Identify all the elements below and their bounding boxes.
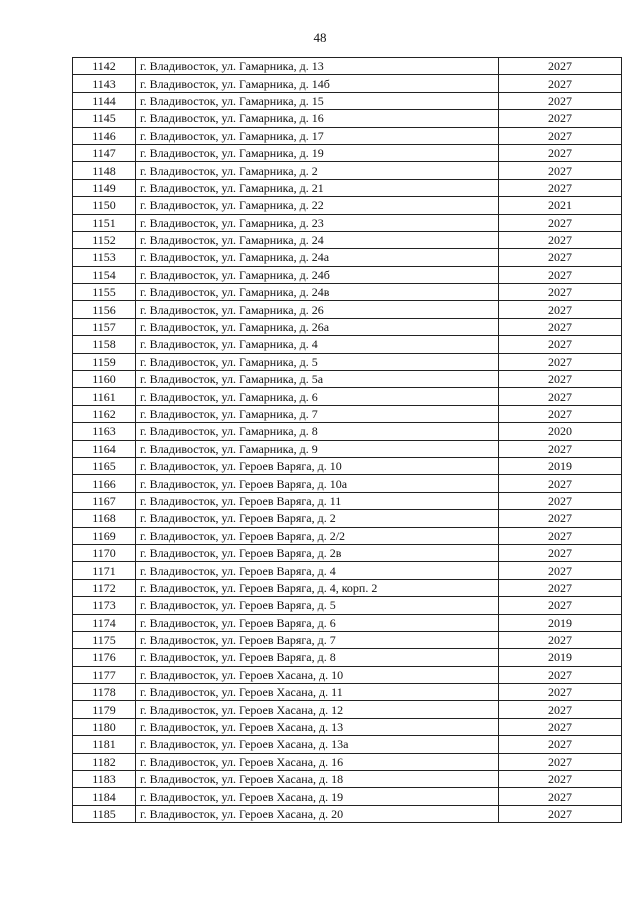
table-row: [73, 562, 622, 579]
address-cell: г. Владивосток, ул. Героев Хасана, д. 13а: [136, 736, 499, 753]
address-cell: г. Владивосток, ул. Гамарника, д. 24а: [136, 249, 499, 266]
address-cell: г. Владивосток, ул. Гамарника, д. 21: [136, 179, 499, 196]
address-cell: г. Владивосток, ул. Гамарника, д. 24б: [136, 266, 499, 283]
year-cell: 2019: [499, 614, 622, 631]
table-row: [73, 144, 622, 161]
row-number-cell: 1144: [73, 92, 136, 109]
year-cell: 2027: [499, 718, 622, 735]
address-cell: г. Владивосток, ул. Героев Хасана, д. 16: [136, 753, 499, 770]
address-cell: г. Владивосток, ул. Гамарника, д. 15: [136, 92, 499, 109]
table-row: [73, 649, 622, 666]
address-cell: г. Владивосток, ул. Героев Варяга, д. 6: [136, 614, 499, 631]
address-cell: г. Владивосток, ул. Гамарника, д. 4: [136, 336, 499, 353]
address-cell: г. Владивосток, ул. Героев Варяга, д. 2: [136, 510, 499, 527]
year-cell: 2020: [499, 423, 622, 440]
row-number-cell: 1169: [73, 527, 136, 544]
year-cell: 2019: [499, 649, 622, 666]
row-number-cell: 1162: [73, 405, 136, 422]
table-row: [73, 718, 622, 735]
year-cell: 2027: [499, 736, 622, 753]
year-cell: 2027: [499, 510, 622, 527]
address-cell: г. Владивосток, ул. Гамарника, д. 24: [136, 231, 499, 248]
year-cell: 2027: [499, 144, 622, 161]
row-number-cell: 1151: [73, 214, 136, 231]
address-cell: г. Владивосток, ул. Гамарника, д. 17: [136, 127, 499, 144]
address-cell: г. Владивосток, ул. Гамарника, д. 8: [136, 423, 499, 440]
address-register-table: [72, 57, 622, 823]
row-number-cell: 1181: [73, 736, 136, 753]
table-row: [73, 92, 622, 109]
year-cell: 2027: [499, 110, 622, 127]
year-cell: 2027: [499, 284, 622, 301]
table-row: [73, 75, 622, 92]
year-cell: 2027: [499, 179, 622, 196]
year-cell: 2027: [499, 214, 622, 231]
table-row: [73, 631, 622, 648]
row-number-cell: 1170: [73, 544, 136, 561]
table-row: [73, 58, 622, 75]
address-cell: г. Владивосток, ул. Гамарника, д. 16: [136, 110, 499, 127]
year-cell: 2027: [499, 527, 622, 544]
row-number-cell: 1166: [73, 475, 136, 492]
table-row: [73, 127, 622, 144]
address-cell: г. Владивосток, ул. Гамарника, д. 6: [136, 388, 499, 405]
year-cell: 2027: [499, 92, 622, 109]
table-row: [73, 284, 622, 301]
table-row: [73, 353, 622, 370]
table-row: [73, 666, 622, 683]
address-cell: г. Владивосток, ул. Героев Варяга, д. 7: [136, 631, 499, 648]
table-row: [73, 788, 622, 805]
table-row: [73, 179, 622, 196]
row-number-cell: 1177: [73, 666, 136, 683]
year-cell: 2027: [499, 301, 622, 318]
address-cell: г. Владивосток, ул. Героев Варяга, д. 10: [136, 457, 499, 474]
year-cell: 2027: [499, 388, 622, 405]
row-number-cell: 1165: [73, 457, 136, 474]
table-row: [73, 162, 622, 179]
year-cell: 2021: [499, 197, 622, 214]
row-number-cell: 1182: [73, 753, 136, 770]
table-row: [73, 405, 622, 422]
year-cell: 2027: [499, 805, 622, 822]
table-row: [73, 614, 622, 631]
table-row: [73, 771, 622, 788]
year-cell: 2027: [499, 371, 622, 388]
address-cell: г. Владивосток, ул. Героев Варяга, д. 2в: [136, 544, 499, 561]
year-cell: 2027: [499, 440, 622, 457]
table-row: [73, 579, 622, 596]
address-cell: г. Владивосток, ул. Героев Варяга, д. 4, корп. 2: [136, 579, 499, 596]
table-row: [73, 336, 622, 353]
year-cell: 2027: [499, 75, 622, 92]
table-row: [73, 318, 622, 335]
row-number-cell: 1184: [73, 788, 136, 805]
register-table-body: [73, 58, 622, 823]
year-cell: 2027: [499, 544, 622, 561]
table-row: [73, 110, 622, 127]
row-number-cell: 1159: [73, 353, 136, 370]
year-cell: 2027: [499, 266, 622, 283]
year-cell: 2027: [499, 684, 622, 701]
row-number-cell: 1171: [73, 562, 136, 579]
row-number-cell: 1154: [73, 266, 136, 283]
address-cell: г. Владивосток, ул. Героев Варяга, д. 8: [136, 649, 499, 666]
year-cell: 2027: [499, 405, 622, 422]
row-number-cell: 1160: [73, 371, 136, 388]
address-cell: г. Владивосток, ул. Гамарника, д. 5а: [136, 371, 499, 388]
address-cell: г. Владивосток, ул. Гамарника, д. 7: [136, 405, 499, 422]
row-number-cell: 1164: [73, 440, 136, 457]
year-cell: 2027: [499, 336, 622, 353]
row-number-cell: 1142: [73, 58, 136, 75]
year-cell: 2027: [499, 318, 622, 335]
address-cell: г. Владивосток, ул. Героев Варяга, д. 11: [136, 492, 499, 509]
address-cell: г. Владивосток, ул. Гамарника, д. 19: [136, 144, 499, 161]
year-cell: 2027: [499, 58, 622, 75]
address-cell: г. Владивосток, ул. Гамарника, д. 13: [136, 58, 499, 75]
table-row: [73, 475, 622, 492]
row-number-cell: 1167: [73, 492, 136, 509]
address-cell: г. Владивосток, ул. Гамарника, д. 14б: [136, 75, 499, 92]
table-row: [73, 371, 622, 388]
row-number-cell: 1150: [73, 197, 136, 214]
address-cell: г. Владивосток, ул. Гамарника, д. 2: [136, 162, 499, 179]
year-cell: 2027: [499, 701, 622, 718]
address-cell: г. Владивосток, ул. Гамарника, д. 26а: [136, 318, 499, 335]
table-row: [73, 701, 622, 718]
year-cell: 2027: [499, 475, 622, 492]
row-number-cell: 1185: [73, 805, 136, 822]
table-row: [73, 753, 622, 770]
address-cell: г. Владивосток, ул. Гамарника, д. 26: [136, 301, 499, 318]
table-row: [73, 736, 622, 753]
year-cell: 2019: [499, 457, 622, 474]
table-row: [73, 301, 622, 318]
year-cell: 2027: [499, 597, 622, 614]
table-row: [73, 214, 622, 231]
address-cell: г. Владивосток, ул. Героев Хасана, д. 18: [136, 771, 499, 788]
row-number-cell: 1143: [73, 75, 136, 92]
row-number-cell: 1149: [73, 179, 136, 196]
row-number-cell: 1174: [73, 614, 136, 631]
address-cell: г. Владивосток, ул. Гамарника, д. 23: [136, 214, 499, 231]
row-number-cell: 1175: [73, 631, 136, 648]
table-row: [73, 231, 622, 248]
table-row: [73, 197, 622, 214]
address-cell: г. Владивосток, ул. Героев Варяга, д. 4: [136, 562, 499, 579]
row-number-cell: 1176: [73, 649, 136, 666]
row-number-cell: 1179: [73, 701, 136, 718]
address-cell: г. Владивосток, ул. Героев Хасана, д. 19: [136, 788, 499, 805]
row-number-cell: 1158: [73, 336, 136, 353]
row-number-cell: 1183: [73, 771, 136, 788]
address-cell: г. Владивосток, ул. Героев Хасана, д. 12: [136, 701, 499, 718]
row-number-cell: 1148: [73, 162, 136, 179]
address-cell: г. Владивосток, ул. Гамарника, д. 5: [136, 353, 499, 370]
address-cell: г. Владивосток, ул. Героев Варяга, д. 10а: [136, 475, 499, 492]
table-row: [73, 510, 622, 527]
row-number-cell: 1145: [73, 110, 136, 127]
year-cell: 2027: [499, 771, 622, 788]
row-number-cell: 1173: [73, 597, 136, 614]
row-number-cell: 1168: [73, 510, 136, 527]
year-cell: 2027: [499, 249, 622, 266]
year-cell: 2027: [499, 162, 622, 179]
year-cell: 2027: [499, 353, 622, 370]
address-cell: г. Владивосток, ул. Гамарника, д. 24в: [136, 284, 499, 301]
address-cell: г. Владивосток, ул. Гамарника, д. 9: [136, 440, 499, 457]
address-cell: г. Владивосток, ул. Героев Хасана, д. 11: [136, 684, 499, 701]
address-cell: г. Владивосток, ул. Героев Варяга, д. 2/2: [136, 527, 499, 544]
year-cell: 2027: [499, 788, 622, 805]
table-row: [73, 440, 622, 457]
table-row: [73, 266, 622, 283]
year-cell: 2027: [499, 579, 622, 596]
year-cell: 2027: [499, 231, 622, 248]
address-cell: г. Владивосток, ул. Героев Хасана, д. 10: [136, 666, 499, 683]
row-number-cell: 1155: [73, 284, 136, 301]
row-number-cell: 1163: [73, 423, 136, 440]
year-cell: 2027: [499, 631, 622, 648]
address-cell: г. Владивосток, ул. Гамарника, д. 22: [136, 197, 499, 214]
year-cell: 2027: [499, 753, 622, 770]
year-cell: 2027: [499, 562, 622, 579]
row-number-cell: 1180: [73, 718, 136, 735]
table-row: [73, 527, 622, 544]
year-cell: 2027: [499, 127, 622, 144]
table-row: [73, 423, 622, 440]
row-number-cell: 1172: [73, 579, 136, 596]
row-number-cell: 1153: [73, 249, 136, 266]
table-row: [73, 457, 622, 474]
table-row: [73, 492, 622, 509]
page-number: 48: [313, 30, 327, 45]
table-row: [73, 805, 622, 822]
table-row: [73, 249, 622, 266]
row-number-cell: 1146: [73, 127, 136, 144]
row-number-cell: 1156: [73, 301, 136, 318]
address-cell: г. Владивосток, ул. Героев Варяга, д. 5: [136, 597, 499, 614]
table-row: [73, 388, 622, 405]
row-number-cell: 1147: [73, 144, 136, 161]
row-number-cell: 1157: [73, 318, 136, 335]
year-cell: 2027: [499, 666, 622, 683]
year-cell: 2027: [499, 492, 622, 509]
table-row: [73, 597, 622, 614]
row-number-cell: 1161: [73, 388, 136, 405]
table-row: [73, 544, 622, 561]
row-number-cell: 1152: [73, 231, 136, 248]
address-cell: г. Владивосток, ул. Героев Хасана, д. 20: [136, 805, 499, 822]
row-number-cell: 1178: [73, 684, 136, 701]
address-cell: г. Владивосток, ул. Героев Хасана, д. 13: [136, 718, 499, 735]
table-row: [73, 684, 622, 701]
